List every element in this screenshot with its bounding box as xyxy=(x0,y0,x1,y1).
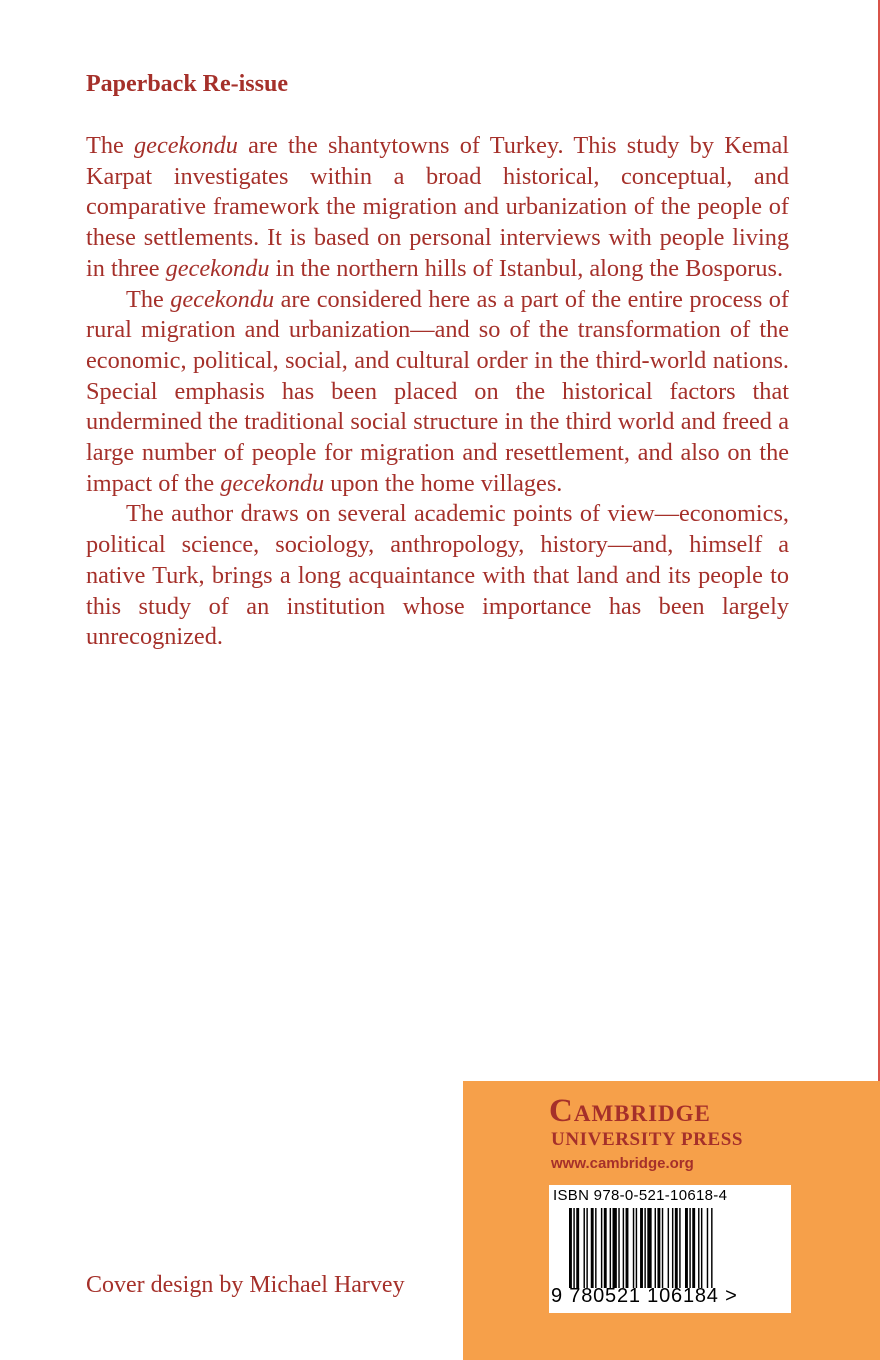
barcode-bar xyxy=(675,1208,678,1288)
barcode-bar xyxy=(711,1208,712,1288)
barcode-bar xyxy=(623,1208,624,1288)
reissue-heading: Paperback Re-issue xyxy=(86,71,288,97)
text-run: The xyxy=(126,285,171,313)
barcode-bar xyxy=(657,1208,660,1288)
italic-term: gecekondu xyxy=(165,254,270,282)
barcode-bar xyxy=(633,1208,634,1288)
isbn-label: ISBN 978-0-521-10618-4 xyxy=(553,1187,728,1204)
barcode-bar xyxy=(573,1208,574,1288)
barcode xyxy=(549,1185,791,1313)
text-run: are considered here as a part of the entire process of rural migration and urbanization—and so of the transformation of the economic, political, social, and cultural order in the third-world nations. Special emphasis has been placed on the historical factors that undermined the traditional social structure in the third world and freed a large number of people for migration and resettlement, and also on the impact of the xyxy=(86,285,789,497)
blurb-paragraph xyxy=(86,499,789,653)
barcode-bar xyxy=(668,1208,669,1288)
text-run: in the northern hills of Istanbul, along the Bosporus. xyxy=(269,254,784,282)
publisher-url: www.cambridge.org xyxy=(551,1155,694,1172)
barcode-bar xyxy=(672,1208,673,1288)
cover-design-credit: Cover design by Michael Harvey xyxy=(86,1272,405,1298)
barcode-bar xyxy=(689,1208,690,1288)
barcode-bar xyxy=(569,1208,572,1288)
publisher-subtitle: UNIVERSITY PRESS xyxy=(551,1129,744,1150)
barcode-bar xyxy=(601,1208,602,1288)
barcode-bar xyxy=(692,1208,695,1288)
barcode-bar xyxy=(701,1208,702,1288)
text-run: The author draws on several academic points of view—economics, political science, sociology, anthropology, history—and, himself a native Turk, brings a long acquaintance with that land and its people to this study of an institution whose importance has been largely unrecognized. xyxy=(86,500,789,651)
barcode-bar xyxy=(618,1208,619,1288)
barcode-digits: 9 780521 106184 > xyxy=(551,1285,738,1307)
text-run: The xyxy=(86,132,135,159)
barcode-bar xyxy=(595,1208,596,1288)
publisher-name: Cambridge xyxy=(549,1093,711,1129)
barcode-bar xyxy=(636,1208,637,1288)
italic-term: gecekondu xyxy=(220,469,325,497)
barcode-bar xyxy=(644,1208,645,1288)
text-run: are the shantytowns of Turkey. This study by Kemal Karpat investigates within a broad historical, conceptual, and comparative framework the migration and urbanization of the people of these settlements. It is based on personal interviews with people living in three xyxy=(86,132,789,282)
blurb-paragraph xyxy=(86,131,789,285)
barcode-bar xyxy=(576,1208,579,1288)
barcode-bar xyxy=(586,1208,587,1288)
italic-term: gecekondu xyxy=(134,132,238,159)
barcode-bar xyxy=(662,1208,663,1288)
barcode-bar xyxy=(679,1208,680,1288)
blurb-paragraph xyxy=(86,285,789,500)
barcode-bar xyxy=(685,1208,688,1288)
blurb-text xyxy=(86,131,789,653)
italic-term: gecekondu xyxy=(170,285,275,313)
barcode-bar xyxy=(610,1208,611,1288)
barcode-bar xyxy=(591,1208,594,1288)
barcode-bar xyxy=(613,1208,617,1288)
barcode-bar xyxy=(707,1208,708,1288)
barcode-bar xyxy=(655,1208,656,1288)
barcode-bar xyxy=(647,1208,651,1288)
publisher-box xyxy=(463,1081,880,1360)
barcode-bars xyxy=(569,1208,769,1288)
barcode-bar xyxy=(604,1208,607,1288)
barcode-bar xyxy=(584,1208,585,1288)
text-run: upon the home villages. xyxy=(324,469,563,497)
barcode-bar xyxy=(698,1208,699,1288)
barcode-bar xyxy=(626,1208,629,1288)
barcode-bar xyxy=(640,1208,643,1288)
